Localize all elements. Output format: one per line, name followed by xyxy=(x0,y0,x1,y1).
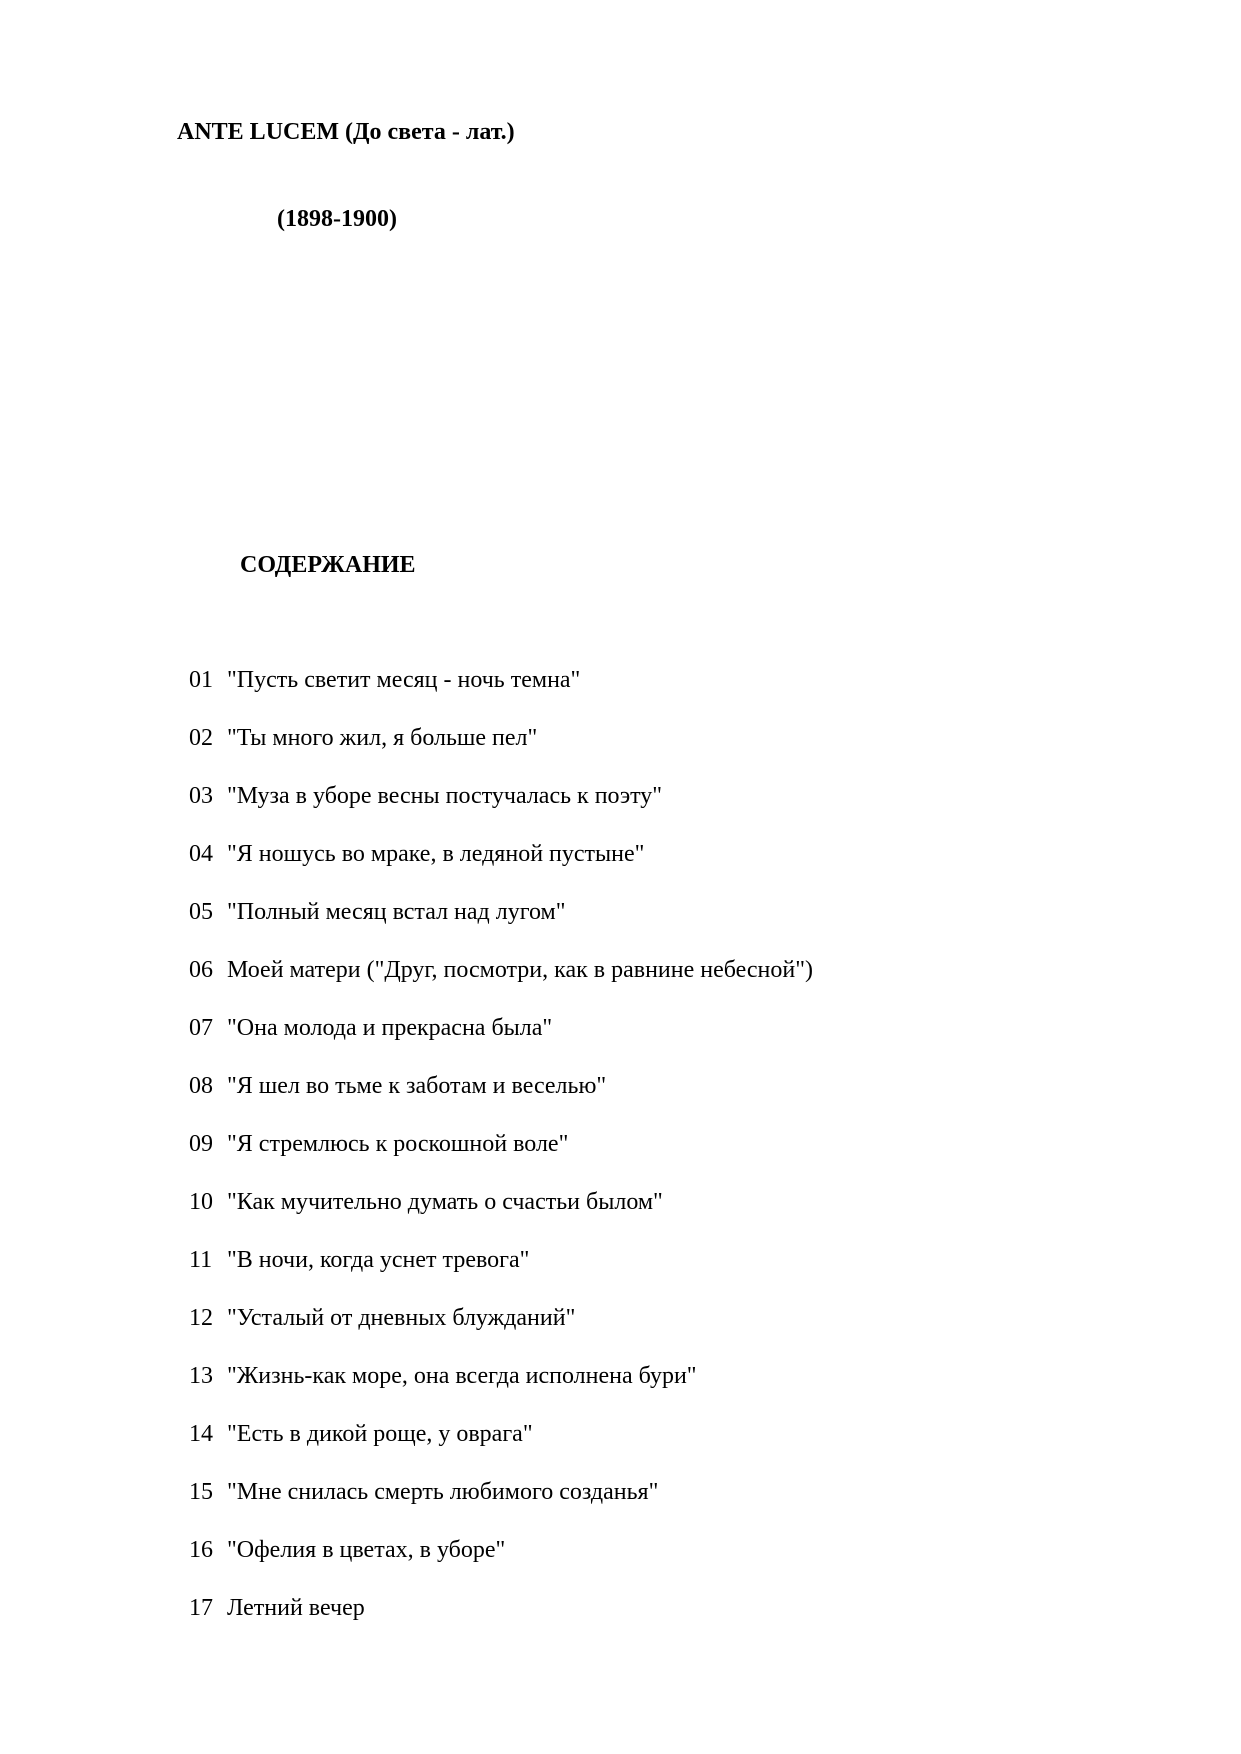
toc-item xyxy=(189,1361,813,1419)
toc-item-title: "Офелия в цветах, в уборе" xyxy=(227,1537,506,1563)
toc-item-number: 03 xyxy=(189,783,213,809)
toc-item-title: "Мне снилась смерть любимого созданья" xyxy=(227,1479,659,1505)
toc-item-number: 11 xyxy=(189,1247,213,1273)
toc-item-title: "Ты много жил, я больше пел" xyxy=(227,725,538,751)
toc-item-number: 15 xyxy=(189,1479,213,1505)
toc-item-number: 13 xyxy=(189,1363,213,1389)
toc-item-title: "В ночи, когда уснет тревога" xyxy=(227,1247,530,1273)
toc-item-title: "Усталый от дневных блужданий" xyxy=(227,1305,576,1331)
toc-item xyxy=(189,1013,813,1071)
toc-item-title: "Муза в уборе весны постучалась к поэту" xyxy=(227,783,663,809)
toc-item xyxy=(189,839,813,897)
toc-item xyxy=(189,1477,813,1535)
toc-item-number: 14 xyxy=(189,1421,213,1447)
toc-item-number: 08 xyxy=(189,1073,213,1099)
toc-item-title: Моей матери ("Друг, посмотри, как в равнине небесной") xyxy=(227,957,814,983)
toc-heading: СОДЕРЖАНИЕ xyxy=(240,552,416,578)
toc-item xyxy=(189,1303,813,1361)
toc-item xyxy=(189,781,813,839)
toc-item-number: 16 xyxy=(189,1537,213,1563)
toc-item-number: 02 xyxy=(189,725,213,751)
toc-item xyxy=(189,955,813,1013)
toc-item-number: 07 xyxy=(189,1015,213,1041)
toc-item-number: 17 xyxy=(189,1595,213,1621)
table-of-contents xyxy=(189,665,813,1651)
toc-item-title: "Есть в дикой роще, у оврага" xyxy=(227,1421,533,1447)
toc-item-title: "Жизнь-как море, она всегда исполнена бури" xyxy=(227,1363,697,1389)
toc-item-title: "Я стремлюсь к роскошной воле" xyxy=(227,1131,569,1157)
toc-item-number: 09 xyxy=(189,1131,213,1157)
document-years: (1898-1900) xyxy=(277,206,397,232)
toc-item-number: 05 xyxy=(189,899,213,925)
toc-item-number: 10 xyxy=(189,1189,213,1215)
toc-item xyxy=(189,1419,813,1477)
toc-item-title: "Я шел во тьме к заботам и веселью" xyxy=(227,1073,607,1099)
toc-item xyxy=(189,665,813,723)
toc-item xyxy=(189,1071,813,1129)
toc-item-title: "Она молода и прекрасна была" xyxy=(227,1015,553,1041)
toc-item xyxy=(189,1245,813,1303)
toc-item xyxy=(189,1593,813,1651)
toc-item-number: 04 xyxy=(189,841,213,867)
toc-item-title: "Пусть светит месяц - ночь темна" xyxy=(227,667,581,693)
toc-item-title: "Как мучительно думать о счастьи былом" xyxy=(227,1189,663,1215)
document-title: ANTE LUCEM (До света - лат.) xyxy=(177,119,515,145)
toc-item-number: 06 xyxy=(189,957,213,983)
toc-item xyxy=(189,723,813,781)
toc-item-title: Летний вечер xyxy=(227,1595,365,1621)
toc-item xyxy=(189,1129,813,1187)
toc-item-title: "Полный месяц встал над лугом" xyxy=(227,899,566,925)
toc-item xyxy=(189,1187,813,1245)
toc-item-number: 01 xyxy=(189,667,213,693)
toc-item-title: "Я ношусь во мраке, в ледяной пустыне" xyxy=(227,841,645,867)
toc-item xyxy=(189,897,813,955)
toc-item xyxy=(189,1535,813,1593)
toc-item-number: 12 xyxy=(189,1305,213,1331)
